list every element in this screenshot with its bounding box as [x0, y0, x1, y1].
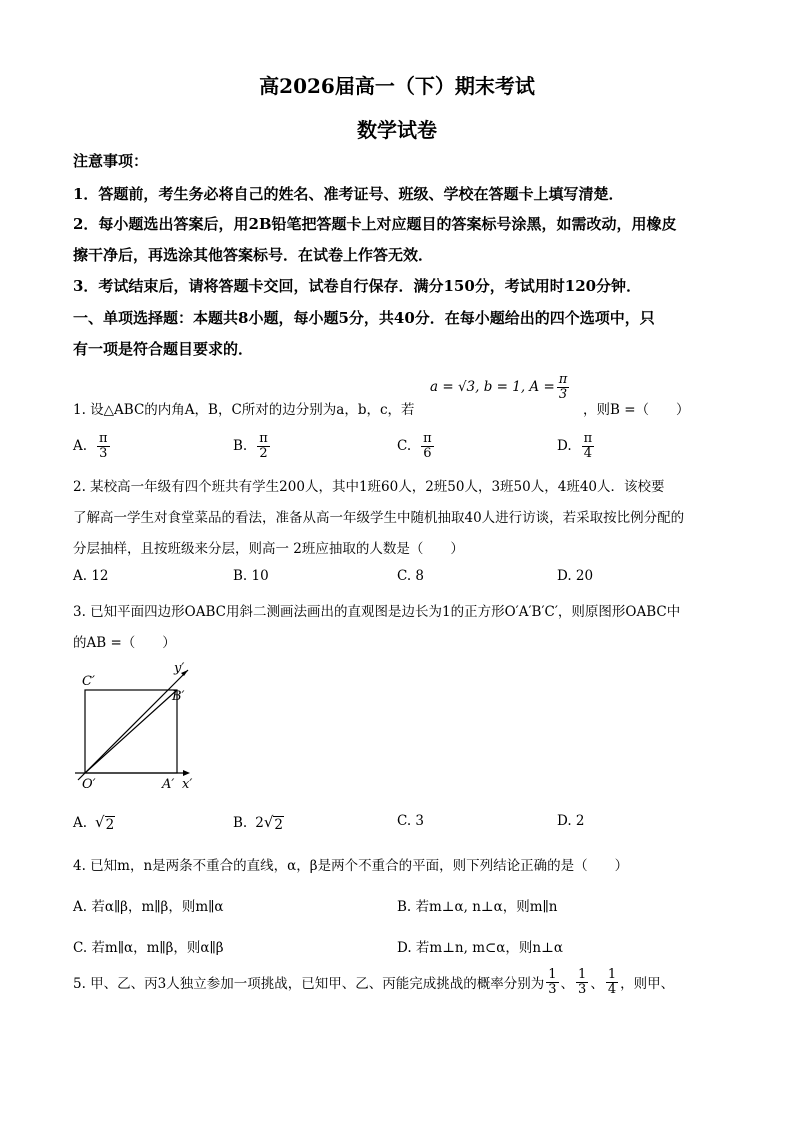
q5-fraction-1: [546, 968, 558, 996]
notice-item-1: 1．答题前，考生务必将自己的姓名、准考证号、班级、学校在答题卡上填写清楚．: [73, 185, 624, 203]
q1-option-a[interactable]: [73, 432, 112, 460]
notice-item-3: 3．考试结束后，请将答题卡交回，试卷自行保存．满分150分，考试用时120分钟．: [73, 277, 642, 295]
label-y: y′: [174, 661, 185, 676]
q1-stem: [73, 398, 415, 418]
q1-condition: [430, 373, 571, 401]
option-fraction: [97, 432, 110, 460]
fraction-numerator: π: [558, 372, 568, 387]
q5-stem-pre: 5. 甲、乙、丙3人独立参加一项挑战，已知甲、乙、丙能完成挑战的概率分别为: [73, 976, 545, 993]
q3-option-a[interactable]: [73, 813, 115, 833]
option-label: B.: [233, 438, 248, 455]
radicand: 2: [274, 817, 283, 833]
q5-fraction-2: [576, 968, 588, 996]
q4-option-a[interactable]: A. 若α∥β，m∥β，则m∥α: [73, 899, 224, 915]
fraction-denominator: 6: [423, 445, 432, 461]
fraction-denominator: 3: [548, 981, 557, 997]
q2-stem-line-2: 了解高一学生对食堂菜品的看法，准备从高一年级学生中随机抽取40人进行访谈，若采取按比例分配的: [73, 510, 685, 526]
q1-option-b[interactable]: [233, 432, 272, 460]
q2-stem-line-3: 分层抽样，且按班级来分层，则高一 2班应抽取的人数是（ ）: [73, 541, 464, 557]
q3-figure: [70, 660, 200, 795]
q2-option-b[interactable]: B. 10: [233, 568, 269, 584]
q1-condition-fraction: [557, 373, 570, 401]
fraction-numerator: 1: [548, 967, 557, 982]
q3-option-c[interactable]: C. 3: [397, 813, 425, 829]
label-b: B′: [172, 689, 185, 704]
fraction-denominator: 4: [607, 981, 617, 997]
radicand: 2: [105, 817, 115, 833]
option-fraction: [257, 432, 270, 460]
notice-item-2: 2．每小题选出答案后，用2B铅笔把答题卡上对应题目的答案标号涂黑，如需改动，用橡皮: [73, 215, 677, 233]
q5-stem-post: ，则甲、: [620, 976, 675, 993]
fraction-numerator: 1: [607, 967, 617, 982]
label-a: A′: [162, 777, 175, 792]
q5-stem: [73, 968, 674, 996]
q5-fraction-3: [606, 968, 618, 996]
coefficient: 2: [255, 815, 264, 832]
q2-option-d[interactable]: D. 20: [557, 568, 594, 584]
fraction-numerator: π: [583, 431, 593, 446]
q1-option-d[interactable]: [557, 432, 596, 460]
q1-stem-pre: 1. 设△ABC的内角A，B，C所对的边分别为a，b，c，若: [73, 402, 415, 418]
fraction-denominator: 4: [583, 445, 593, 461]
fraction-numerator: π: [99, 431, 108, 446]
section-heading: 一、单项选择题：本题共8小题，每小题5分，共40分．在每小题给出的四个选项中，只: [73, 309, 655, 327]
fraction-numerator: π: [423, 431, 432, 446]
fraction-numerator: π: [259, 431, 268, 446]
radical-sign: √: [95, 813, 105, 831]
q3-option-d[interactable]: D. 2: [557, 813, 585, 829]
exam-subtitle: 数学试卷: [357, 118, 437, 142]
option-label: A.: [73, 815, 88, 832]
notice-item-2-cont: 擦干净后，再选涂其他答案标号．在试卷上作答无效．: [73, 246, 434, 264]
radical-sign: √: [263, 813, 274, 831]
sqrt-expression: [264, 813, 284, 833]
label-x: x′: [182, 777, 193, 792]
fraction-numerator: 1: [578, 967, 587, 982]
q4-option-d[interactable]: D. 若m⊥n, m⊂α，则n⊥α: [397, 940, 563, 956]
option-label: D.: [557, 438, 572, 455]
q2-option-a[interactable]: A. 12: [73, 568, 109, 584]
q4-stem: 4. 已知m，n是两条不重合的直线，α，β是两个不重合的平面，则下列结论正确的是（ ）: [73, 858, 629, 874]
q1-stem-post: ，则B =（ ）: [583, 402, 690, 418]
q3-option-b[interactable]: [233, 813, 284, 833]
fraction-denominator: 3: [99, 445, 108, 461]
q5-separator: 、: [590, 976, 604, 993]
fraction-denominator: 2: [259, 445, 268, 461]
q1-option-c[interactable]: [397, 432, 436, 460]
section-heading-cont: 有一项是符合题目要求的．: [73, 340, 254, 358]
q3-stem-line-1: 3. 已知平面四边形OABC用斜二测画法画出的直观图是边长为1的正方形O′A′B′C′，则原图形OABC中: [73, 604, 681, 620]
q5-separator: 、: [560, 976, 575, 993]
notice-heading: 注意事项：: [73, 152, 149, 170]
exam-title: 高2026届高一（下）期末考试: [259, 74, 535, 98]
label-c: C′: [82, 674, 95, 689]
sqrt-expression: [95, 813, 115, 833]
option-label: A.: [73, 438, 88, 455]
q2-option-c[interactable]: C. 8: [397, 568, 425, 584]
label-o: O′: [82, 777, 96, 792]
x-axis-arrow: [183, 770, 190, 776]
q2-stem-line-1: 2. 某校高一年级有四个班共有学生200人，其中1班60人，2班50人，3班50人，4班40人．该校要: [73, 479, 665, 495]
fraction-denominator: 3: [578, 981, 587, 997]
q1-condition-text: a = √3, b = 1, A =: [430, 379, 555, 396]
option-fraction: [421, 432, 434, 460]
option-label: B.: [233, 815, 248, 832]
q4-option-c[interactable]: C. 若m∥α，m∥β，则α∥β: [73, 940, 224, 956]
option-label: C.: [397, 438, 412, 455]
q4-option-b[interactable]: B. 若m⊥α, n⊥α，则m∥n: [397, 899, 558, 915]
option-fraction: [582, 432, 595, 460]
fraction-denominator: 3: [558, 386, 568, 402]
q3-stem-line-2: 的AB =（ ）: [73, 635, 176, 651]
diagonal-ob: [85, 690, 177, 773]
